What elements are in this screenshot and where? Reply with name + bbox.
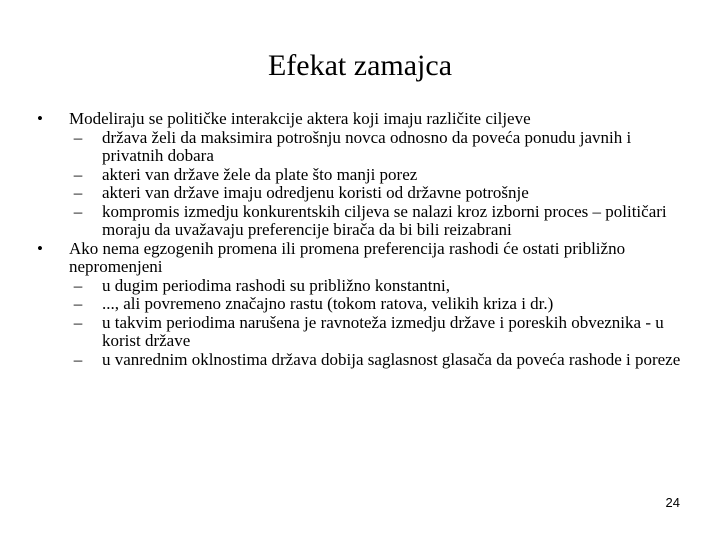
sub-bullet-text: ..., ali povremeno značajno rastu (tokom ratova, velikih kriza i dr.) [102, 294, 554, 313]
dash-icon: – [73, 127, 83, 147]
dash-icon: – [73, 183, 83, 202]
sub-bullet-text: država želi da maksimira potrošnju novca odnosno da poveća ponudu javnih i privatnih dobara [102, 127, 632, 165]
dash-icon: – [73, 294, 83, 313]
sub-bullet-text: u dugim periodima rashodi su približno konstantni, [102, 275, 450, 295]
slide-title: Efekat zamajca [267, 49, 453, 82]
bullet-icon: • [37, 109, 43, 128]
sub-bullet-text: akteri van države imaju odredjenu koristi od državne potrošnje [102, 183, 529, 202]
dash-icon: – [73, 349, 83, 369]
dash-icon: – [73, 201, 83, 221]
sub-bullet-text: akteri van države žele da plate što manji porez [102, 164, 418, 184]
sub-bullet-item [30, 166, 690, 185]
sub-bullet-text: u takvim periodima narušena je ravnoteža izmedju države i poreskih obveznika - u korist države [102, 312, 664, 350]
sub-bullet-item [30, 203, 690, 240]
bullet-icon: • [37, 238, 43, 258]
bullet-item [30, 240, 690, 277]
sub-bullet-item [30, 129, 690, 166]
bullet-text: Ako nema egzogenih promena ili promena preferencija rashodi će ostati približno nepromenjeni [69, 238, 626, 276]
sub-bullet-item [30, 277, 690, 296]
dash-icon: – [73, 312, 83, 332]
slide-content [30, 110, 690, 369]
sub-bullet-text: kompromis izmedju konkurentskih ciljeva se nalazi kroz izborni proces – političari moraju da uvažavaju preferencije birača da bi bili reizabrani [102, 201, 667, 239]
page-number: 24 [665, 495, 680, 510]
bullet-item [30, 110, 690, 129]
sub-bullet-item [30, 295, 690, 314]
dash-icon: – [73, 275, 83, 295]
sub-bullet-item [30, 351, 690, 370]
sub-bullet-item [30, 184, 690, 203]
bullet-text: Modeliraju se političke interakcije aktera koji imaju različite ciljeve [69, 109, 531, 128]
sub-bullet-item [30, 314, 690, 351]
dash-icon: – [73, 164, 83, 184]
sub-bullet-text: u vanrednim oklnostima država dobija saglasnost glasača da poveća rashode i poreze [102, 349, 681, 369]
